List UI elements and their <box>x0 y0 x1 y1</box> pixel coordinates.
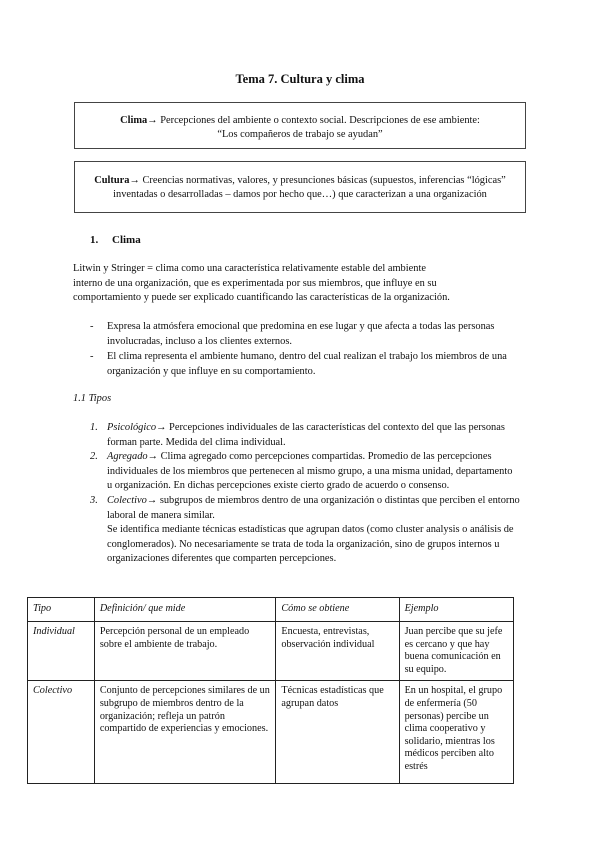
definition-box-cultura <box>74 161 526 213</box>
item-number: 3. <box>90 494 98 506</box>
table-header: Ejemplo <box>399 598 513 622</box>
table-cell: Juan percibe que su jefe es cercano y que hay buena comunicación en su equipo. <box>399 622 513 681</box>
type-name: Colectivo <box>107 494 147 506</box>
paragraph-line: comportamiento y puede ser explicado cuantificando las características de la organización. <box>73 292 450 304</box>
types-table <box>27 597 514 784</box>
bullet-dash: - <box>90 351 94 363</box>
cultura-definition-cont: inventadas o desarrolladas – damos por hecho que…) que caracterizan a una organización <box>113 188 487 200</box>
table-header: Tipo <box>28 598 95 622</box>
list-item <box>90 494 520 567</box>
table-cell: Encuesta, entrevistas, observación individual <box>276 622 399 681</box>
subsection-heading: 1.1 Tipos <box>73 393 112 404</box>
table-cell: Técnicas estadísticas que agrupan datos <box>276 681 399 784</box>
list-item <box>90 320 520 349</box>
section-heading-clima <box>90 233 141 248</box>
list-item <box>90 450 520 494</box>
bullet-dash: - <box>90 321 94 332</box>
list-item <box>90 421 520 450</box>
intro-paragraph <box>73 262 513 306</box>
table-row <box>28 622 514 681</box>
clima-definition: → Percepciones del ambiente o contexto social. Descripciones de ese ambiente: <box>147 115 480 126</box>
paragraph-line: interno de una organización, que es experimentada por sus miembros, que influye en su <box>73 277 437 289</box>
type-extra-description: Se identifica mediante técnicas estadísticas que agrupan datos (como cluster analysis o análisis de conglomerados). No necesariamente se trata de toda la organización, sino de grupos internos u organizaciones diferentes que comparten percepciones. <box>107 524 514 565</box>
bullet-text: Expresa la atmósfera emocional que predomina en ese lugar y que afecta a todas las personas involucradas, incluso a los clientes externos. <box>107 321 495 347</box>
bullet-text: El clima representa el ambiente humano, dentro del cual realizan el trabajo los miembros de una organización y que influye en su comportamiento. <box>107 351 507 377</box>
table-row <box>28 681 514 784</box>
paragraph-line: Litwin y Stringer = clima como una característica relativamente estable del ambiente <box>73 263 426 274</box>
type-description: → Percepciones individuales de las características del contexto del que las personas forman parte. Medida del clima individual. <box>107 422 505 448</box>
table-header: Definición/ que mide <box>94 598 276 622</box>
table-cell: Colectivo <box>28 681 95 784</box>
type-description: → Clima agregado como percepciones compartidas. Promedio de las percepciones individuales de los miembros que pertenecen al mismo grupo, a una misma unidad, departamento u organización. En dichas percepciones existe cierto grado de acuerdo o consenso. <box>107 451 513 492</box>
table-cell: En un hospital, el grupo de enfermería (50 personas) percibe un clima cooperativo y solidario, mientras los médicos perciben alto estrés <box>399 681 513 784</box>
cultura-definition: → Creencias normativas, valores, y presunciones básicas (supuestos, inferencias “lógicas” <box>129 175 506 186</box>
item-number: 2. <box>90 451 98 463</box>
table-header: Cómo se obtiene <box>276 598 399 622</box>
table-cell: Percepción personal de un empleado sobre el ambiente de trabajo. <box>94 622 276 681</box>
type-name: Psicológico <box>107 422 157 433</box>
section-title: Clima <box>112 234 141 246</box>
type-name: Agregado <box>107 451 148 463</box>
document-title: Tema 7. Cultura y clima <box>235 72 365 86</box>
definition-box-clima <box>74 102 526 149</box>
type-description: → subgrupos de miembros dentro de una organización o distintas que perciben el entorno laboral de manera similar. <box>107 494 520 521</box>
bullet-list <box>90 320 520 380</box>
clima-example: “Los compañeros de trabajo se ayudan” <box>217 128 383 140</box>
table-cell: Conjunto de percepciones similares de un subgrupo de miembros dentro de la organización; refleja un patrón compartido de experiencias y emociones. <box>94 681 276 784</box>
list-item <box>90 350 520 379</box>
item-number: 1. <box>90 422 98 433</box>
types-list <box>90 421 520 567</box>
clima-term: Clima <box>120 115 148 126</box>
table-cell: Individual <box>28 622 95 681</box>
table-header-row <box>28 598 514 622</box>
section-number: 1. <box>90 234 99 246</box>
cultura-term: Cultura <box>94 175 130 186</box>
